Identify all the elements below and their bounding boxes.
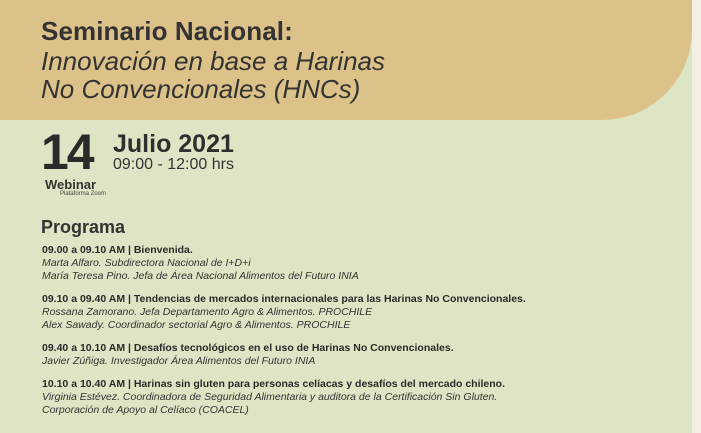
event-format: Webinar [45,177,97,192]
program-speaker: Virginia Estévez. Coordinadora de Seguridad Alimentaria y auditora de la Certificación Sin Gluten. [42,391,498,403]
program-item [42,293,682,332]
program-speaker: Marta Alfaro. Subdirectora Nacional de I+D+i [42,257,251,269]
program-item-head: 09.00 a 09.10 AM | Bienvenida. [42,244,193,256]
program-speaker: Alex Sawady. Coordinador sectorial Agro & Alimentos. PROCHILE [42,319,351,331]
event-time: 09:00 - 12:00 hrs [113,156,234,173]
program-speaker: Javier Zúñiga. Investigador Área Alimentos del Futuro INIA [42,355,316,367]
program-speaker: María Teresa Pino. Jefa de Área Nacional Alimentos del Futuro INIA [42,270,359,282]
program-item-head: 09.40 a 10.10 AM | Desafíos tecnológicos en el uso de Harinas No Convencionales. [42,342,454,354]
program-item [42,342,682,368]
right-edge-strip [692,0,701,433]
program-speaker: Corporación de Apoyo al Celíaco (COACEL) [42,404,249,416]
program-item [42,244,682,283]
event-month-year: Julio 2021 [113,130,234,158]
program-item-head: 10.10 a 10.40 AM | Harinas sin gluten para personas celíacas y desafíos del mercado chileno. [42,378,505,390]
program-speaker: Rossana Zamorano. Jefa Departamento Agro & Alimentos. PROCHILE [42,306,373,318]
subtitle-line-2: No Convencionales (HNCs) [41,74,361,104]
page-title: Seminario Nacional: [41,16,293,46]
page-subtitle [41,47,601,103]
program-list [42,244,682,427]
event-day: 14 [41,124,93,180]
event-platform: Plataforma Zoom [60,191,107,197]
program-title: Programa [41,217,126,237]
program-item [42,378,682,417]
subtitle-line-1: Innovación en base a Harinas [41,46,386,76]
program-item-head: 09.10 a 09.40 AM | Tendencias de mercados internacionales para las Harinas No Convencionales. [42,293,526,305]
